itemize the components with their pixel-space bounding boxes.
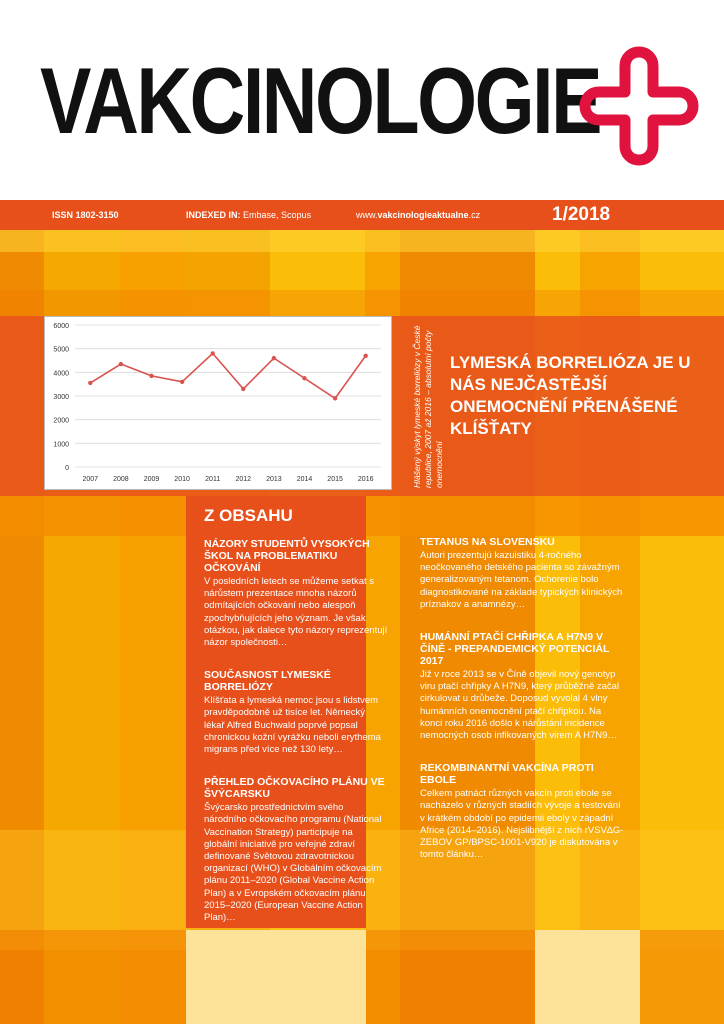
data-point [88, 381, 92, 385]
data-point [272, 356, 276, 360]
article-summary: Celkem patnáct různých vakcín proti ebole se nacházelo v různých stadiích vývoje a testování v krátkém období po epidemii eboly v západní Africe (2014–2016). Nejslibnější z nich rVSV∆G-ZEBOV GP/BPSC-1001-V920 je diskutována v tomto článku… [420, 788, 624, 861]
data-point [364, 354, 368, 358]
medical-cross-icon [575, 42, 703, 170]
series-line [90, 353, 365, 398]
x-tick-label: 2008 [113, 476, 129, 483]
x-tick-label: 2010 [174, 476, 190, 483]
web-domain: vakcinologieaktualne [377, 210, 469, 220]
y-tick-label: 0 [65, 465, 69, 472]
article-summary: Klíšťata a lymeská nemoc jsou s lidstvem pravděpodobně už tisíce let. Německý lékař Alfred Buchwald poprvé popsal chronickou kožní vyrážku neboli erythema migrans před více než 130 lety… [204, 695, 381, 756]
article-summary: Švýcarsko prostřednictvím svého národního očkovacího programu (National Vaccination Strategy) participuje na globální iniciativě pro veřejné zdraví definované Světovou zdravotnickou organizací (WHO) v Globálním očkovacím plánu 2011–2020 (Global Vaccine Action Plan) a v Evropském očkovacím plánu 2015–2020 (European Vaccine Action Plan)… [204, 802, 382, 924]
web-prefix: www. [356, 210, 378, 220]
indexed-label: INDEXED IN: [186, 210, 241, 220]
x-tick-label: 2009 [143, 476, 160, 483]
y-tick-label: 2000 [53, 417, 69, 425]
y-tick-label: 6000 [53, 323, 69, 330]
issn: ISSN 1802-3150 [52, 210, 119, 220]
info-bar [0, 200, 724, 230]
toc-article[interactable] [204, 776, 388, 924]
toc-left-column [204, 538, 388, 944]
toc-article[interactable] [420, 762, 625, 861]
indexed-in [186, 210, 311, 220]
article-title: TETANUS NA SLOVENSKU [420, 536, 555, 548]
x-tick-label: 2011 [205, 476, 221, 483]
y-tick-label: 1000 [53, 441, 69, 449]
magazine-title: VAKCINOLOGIE [40, 48, 601, 153]
website-link[interactable] [356, 210, 480, 220]
chart [44, 316, 392, 490]
article-title: REKOMBINANTNÍ VAKCÍNA PROTI EBOLE [420, 762, 594, 787]
indexed-value: Embase, Scopus [243, 210, 312, 220]
data-point [180, 380, 184, 384]
issue-number: 1/2018 [552, 204, 611, 225]
line-chart [45, 317, 391, 489]
article-title: PŘEHLED OČKOVACÍHO PLÁNU VE ŠVÝCARSKU [204, 776, 385, 801]
y-tick-label: 3000 [53, 394, 69, 401]
toc-article[interactable] [420, 631, 625, 742]
article-summary: V posledních letech se můžeme setkat s nárůstem prezentace mnoha názorů odmítajících očkování nebo alespoň zpochybňujících jeho význam. Je však otázkou, jak dalece tyto názory reprezentují názor společnosti… [204, 576, 388, 649]
article-summary: Již v roce 2013 se v Číně objevil nový genotyp viru ptačí chřipky A H7N9, který průběžně začal cirkulovat u drůbeže. Doposud vyvolal 4 vlny humánních onemocnění ptačí chřipkou. Na konci roku 2016 došlo k nárůstání incidence nemocných osob infikovaných virem A H7N9… [420, 669, 620, 742]
chart-caption-text: Hlášený výskyt lymeské borreliózy v České republice, 2007 až 2016 – absolutní počty onemocnění [412, 325, 444, 488]
article-title: HUMÁNNÍ PTAČÍ CHŘIPKA A H7N9 V ČÍNĚ - PREPANDEMICKÝ POTENCIÁL 2017 [420, 631, 610, 668]
web-suffix: .cz [468, 210, 481, 220]
toc-right-column [420, 536, 625, 881]
toc-title: Z OBSAHU [204, 506, 293, 525]
x-tick-label: 2014 [296, 476, 313, 483]
data-point [302, 376, 306, 380]
cover-headline: LYMESKÁ BORRELIÓZA JE U NÁS NEJČASTĚJŠÍ ONEMOCNĚNÍ PŘENÁŠENÉ KLÍŠŤATY [450, 353, 691, 438]
data-point [333, 396, 337, 400]
article-title: SOUČASNOST LYMESKÉ BORRELIÓZY [204, 669, 331, 694]
y-tick-label: 5000 [53, 346, 69, 354]
toc-article[interactable] [204, 669, 388, 756]
chart-caption [392, 316, 444, 488]
x-tick-label: 2013 [266, 476, 282, 483]
data-point [119, 362, 123, 366]
article-title: NÁZORY STUDENTŮ VYSOKÝCH ŠKOL NA PROBLEMATIKU OČKOVÁNÍ [204, 538, 370, 574]
y-tick-label: 4000 [53, 370, 69, 378]
x-tick-label: 2007 [82, 476, 99, 483]
toc-article[interactable] [420, 536, 625, 611]
article-summary: Autori prezentujú kazuistiku 4-ročného neočkovaného detského pacienta so závažným generalizovaným tetanom. Ochorenie bolo diagnostikované na základe typických klinických príznakov a anamnézy… [420, 550, 623, 610]
x-tick-label: 2015 [327, 476, 343, 483]
toc-article[interactable] [204, 538, 388, 649]
data-point [211, 351, 215, 355]
x-tick-label: 2012 [235, 476, 252, 483]
data-point [149, 374, 153, 378]
data-point [241, 387, 245, 391]
x-tick-label: 2016 [357, 476, 374, 483]
